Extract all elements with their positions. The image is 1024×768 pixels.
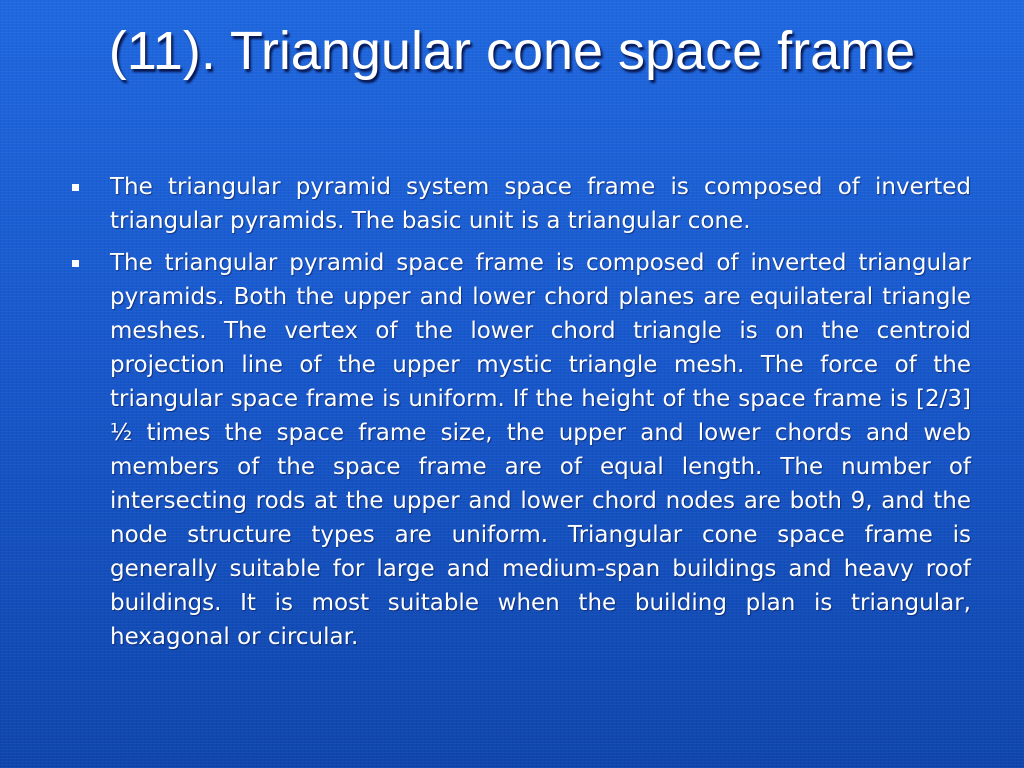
slide-title: (11). Triangular cone space frame xyxy=(108,21,916,81)
bullet-item xyxy=(72,170,971,238)
square-bullet-icon xyxy=(72,260,79,267)
bullet-text: The triangular pyramid space frame is composed of inverted triangular pyramids. Both the upper and lower chord planes are equilateral triangle meshes. The vertex of the lower chord triangle is on the centroid projection line of the upper mystic triangle mesh. The force of the triangular space frame is uniform. If the height of the space frame is [2/3] ½ times the space frame size, the upper and lower chords and web members of the space frame are of equal length. The number of intersecting rods at the upper and lower chord nodes are both 9, and the node structure types are uniform. Triangular cone space frame is generally suitable for large and medium-span buildings and heavy roof buildings. It is most suitable when the building plan is triangular, hexagonal or circular. xyxy=(110,250,971,650)
bullet-item xyxy=(72,246,971,654)
bullet-list xyxy=(72,170,971,662)
square-bullet-icon xyxy=(72,184,79,191)
bullet-text: The triangular pyramid system space frame is composed of inverted triangular pyramids. The basic unit is a triangular cone. xyxy=(110,174,971,234)
